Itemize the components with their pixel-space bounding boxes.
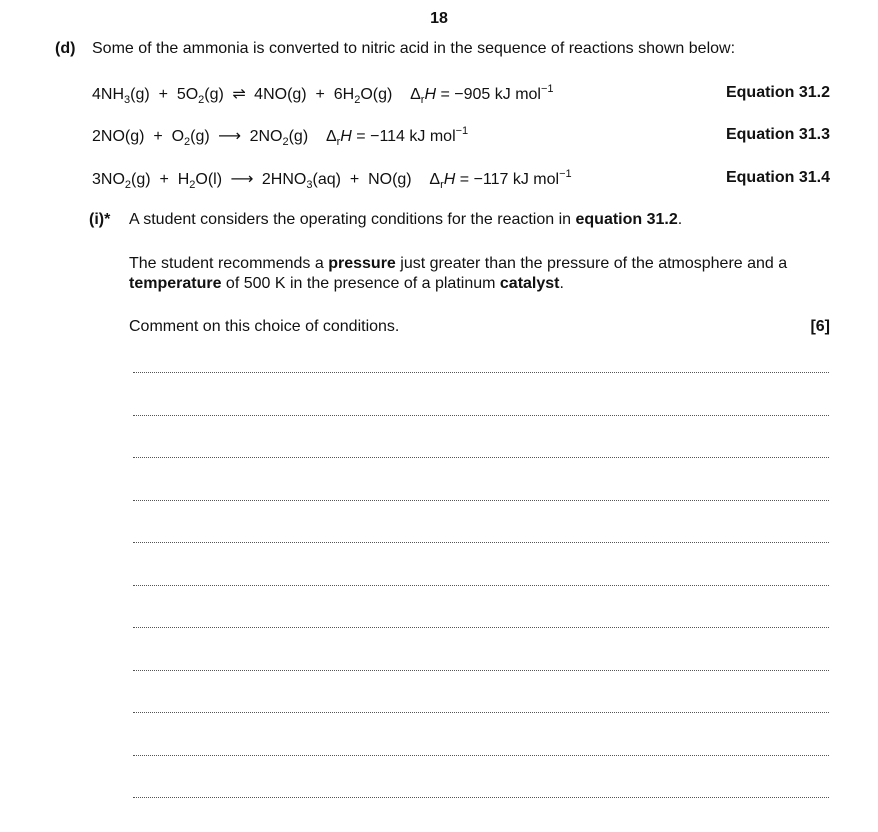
answer-line[interactable] (133, 500, 829, 501)
equation-31-4: $3NO_2(g) + H_2O(l)$ ⟶ $2HNO_3(aq) + NO(g)$ $\Delta_rH = -117$ kJ mol$^{-1}$ (92, 168, 572, 191)
equation-31-3: $2NO(g) + O_2(g)$ ⟶ $2NO_2(g)$ $\Delta_rH = -114$ kJ mol$^{-1}$ (92, 125, 469, 148)
reaction-arrow-icon: ⟶ (218, 128, 242, 145)
answer-line[interactable] (133, 457, 829, 458)
answer-line[interactable] (133, 712, 829, 713)
answer-line[interactable] (133, 585, 829, 586)
enthalpy-change: $\Delta_rH = -114$ kJ mol$^{-1}$ (325, 125, 469, 148)
answer-line[interactable] (133, 797, 829, 798)
answer-line[interactable] (133, 627, 829, 628)
answer-line[interactable] (133, 372, 829, 373)
answer-line[interactable] (133, 542, 829, 543)
equation-31-2: $4NH_3(g) + 5O_2(g)$ ⇌ $4NO(g) + 6H_2O(g)$ $\Delta_rH = -905$ kJ mol$^{-1}$ (92, 83, 554, 106)
equation-label: Equation 31.3 (725, 126, 830, 143)
part-label: (d) (55, 40, 76, 57)
subpart-intro-text: A student considers the operating conditions for the reaction in equation 31.2. (129, 211, 683, 228)
answer-line[interactable] (133, 415, 829, 416)
equation-label: Equation 31.4 (725, 169, 830, 186)
equilibrium-arrow-icon: ⇌ (232, 86, 246, 103)
recommendation-paragraph: The student recommends a pressure just greater than the pressure of the atmosphere and a temperature of 500 K in the presence of a platinum catalyst. (129, 255, 788, 292)
equation-label: Equation 31.2 (725, 84, 830, 101)
marks-allocation: [6] (810, 318, 830, 335)
page-number: 18 (430, 10, 448, 27)
part-intro-text: Some of the ammonia is converted to nitric acid in the sequence of reactions shown below: (92, 40, 736, 57)
enthalpy-change: $\Delta_rH = -117$ kJ mol$^{-1}$ (429, 168, 572, 191)
reaction-arrow-icon: ⟶ (230, 171, 254, 188)
answer-line[interactable] (133, 755, 829, 756)
enthalpy-change: $\Delta_rH = -905$ kJ mol$^{-1}$ (410, 83, 554, 106)
answer-line[interactable] (133, 670, 829, 671)
question-instruction: Comment on this choice of conditions. (129, 318, 400, 335)
subpart-label: (i)* (89, 211, 111, 228)
